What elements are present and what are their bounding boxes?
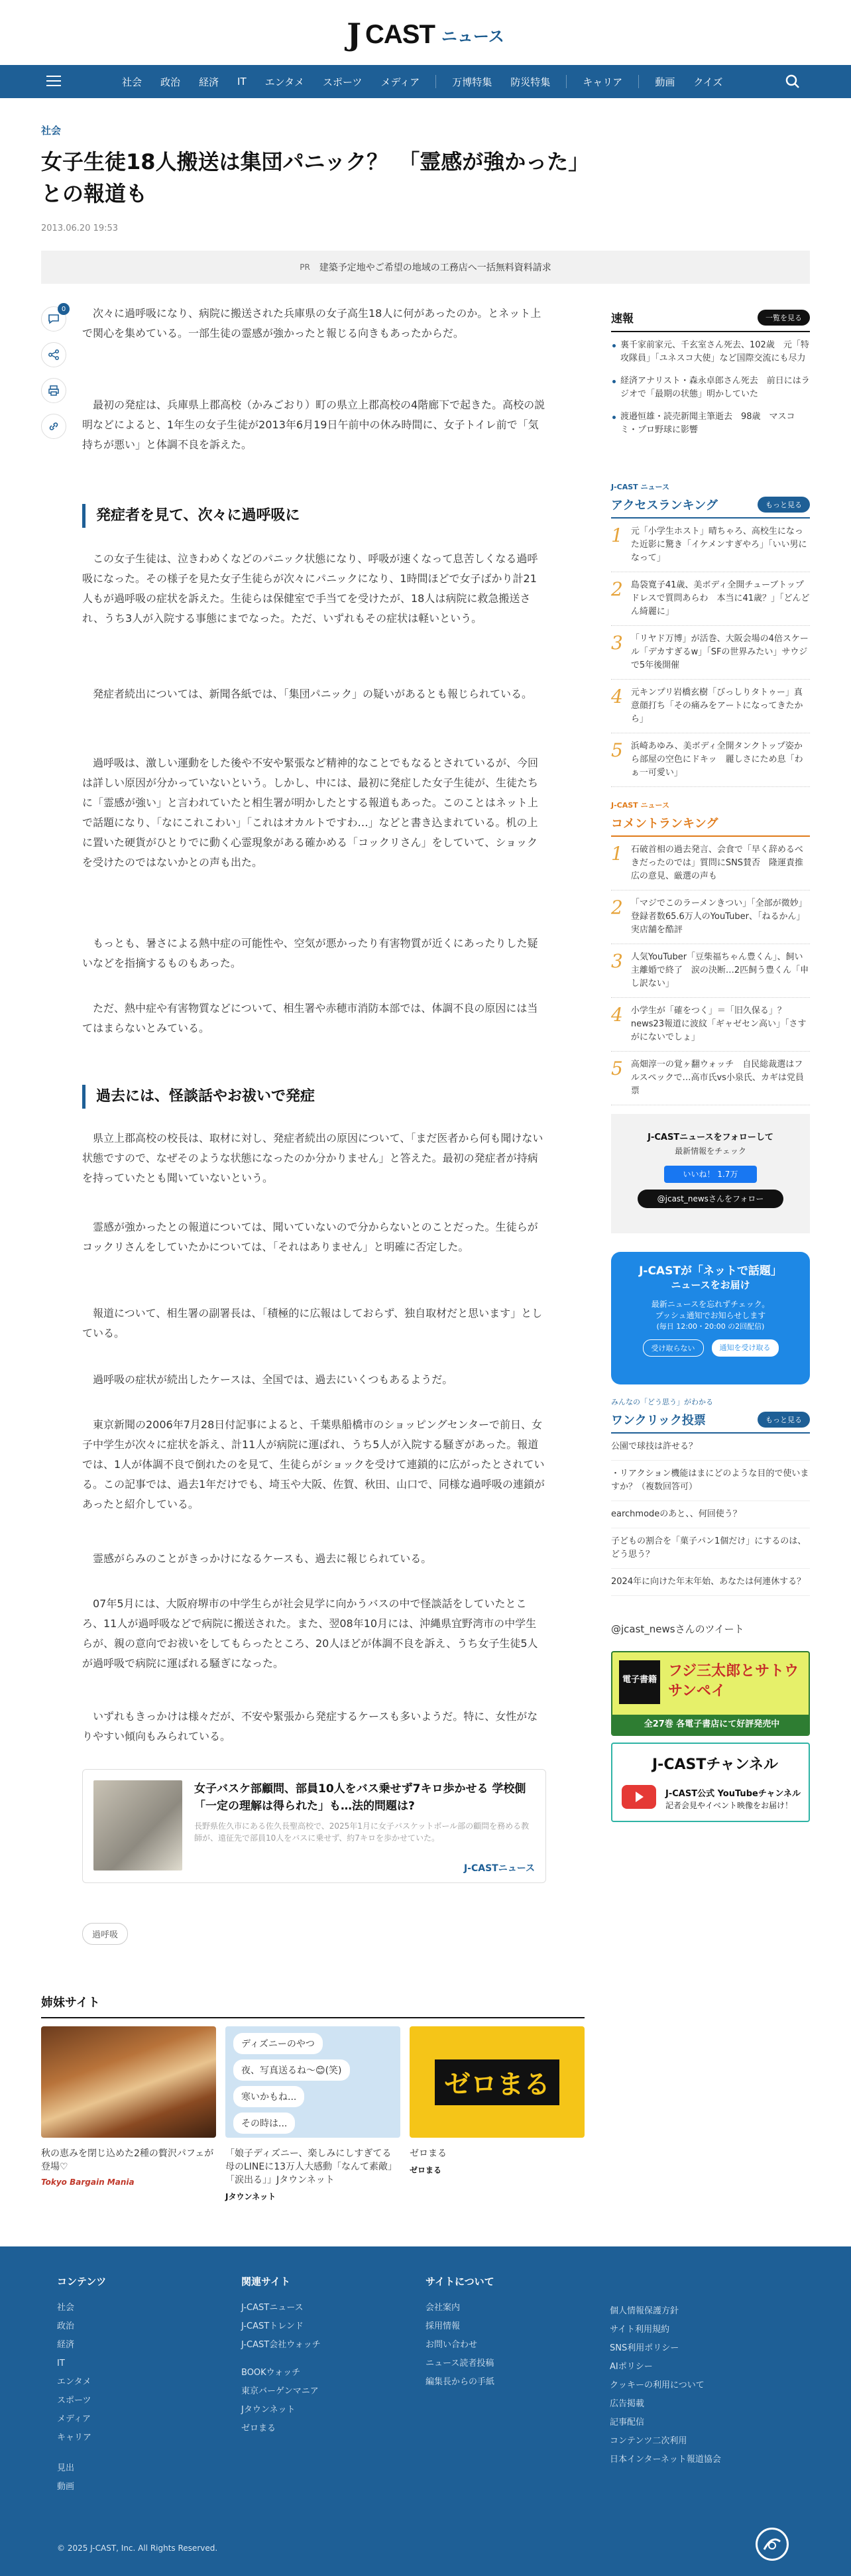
rank-number: 1 bbox=[611, 524, 623, 546]
ranking-item[interactable] bbox=[611, 944, 810, 998]
footer-link[interactable]: J-CASTトレンド bbox=[241, 2321, 304, 2331]
related-description: 長野県佐久市にある佐久長聖高校で、2025年1月に女子バスケットボール部の顧問を務める教師が、遠征先で部員10人をバスに乗せず、約7キロを歩かせていた。 bbox=[194, 1821, 530, 1843]
article-date: 2013.06.20 19:53 bbox=[41, 223, 119, 233]
rank-number: 2 bbox=[611, 578, 623, 600]
rank-number: 3 bbox=[611, 950, 623, 972]
press-association-logo-icon[interactable] bbox=[756, 2528, 789, 2561]
ranking-text: 小学生が「確をつく」＝「旧久保る」？ news23報道に波紋「ギャゼセン高い」「さすがにないでしょ」 bbox=[630, 1006, 807, 1042]
flash-item[interactable]: 裏千家前家元、千玄室さん死去、102歳 元「特攻隊員」「ユネスコ大使」など国際交流にも尽力 bbox=[611, 332, 810, 368]
article-category[interactable]: 社会 bbox=[41, 125, 62, 137]
footer-heading: コンテンツ bbox=[57, 2276, 107, 2288]
article-paragraph: 東京新聞の2006年7月28日付記事によると、千葉県船橋市のショッピングセンターで前日、女子中学生が次々に症状を訴え、計11人が病院に運ばれ、うち5人が入院する騒ぎがあった。報道では、1人が体調不良で倒れたのを見て、生徒らがショックを受けて連鎖的に広がったとされている。この記事では、過去1年だけでも、埼玉や大阪、佐賀、秋田、山口で、同様な過呼吸の連鎖があったと紹介している。 bbox=[82, 1418, 545, 1510]
nav-item[interactable]: メディア bbox=[380, 76, 420, 88]
comment-ranking bbox=[611, 800, 810, 1105]
ranking-brand: J-CAST ニュース bbox=[611, 483, 669, 491]
ranking-text: 人気YouTuber「豆柴福ちゃん豊くん」、飼い主離婚で終了 涙の決断…2匹飼う豊くん「申し訳ない」 bbox=[630, 952, 809, 989]
ranking-text: 元「小学生ホスト」晴ちゃろ、高校生になった近影に驚き「イケメンすぎやろ」「いい男になって」 bbox=[630, 526, 807, 563]
share-icon[interactable] bbox=[41, 342, 66, 367]
nav-item[interactable]: 動画 bbox=[655, 76, 675, 88]
footer-link[interactable]: 社会 bbox=[57, 2303, 75, 2313]
banner-title: フジ三太郎とサトウサンペイ bbox=[668, 1663, 799, 1699]
access-ranking bbox=[611, 481, 810, 787]
site-footer bbox=[0, 2246, 851, 2576]
sister-card[interactable] bbox=[41, 2026, 216, 2187]
ranking-text: 浜崎あゆみ、美ボディ全開タンクトップ姿から部屋の空色にドキッ 麗しさにため息「わぁ一可愛い」 bbox=[630, 741, 803, 778]
nav-item[interactable]: 万博特集 bbox=[452, 76, 492, 88]
article-paragraph: 県立上郡高校の校長は、取材に対し、発症者続出の原因について、「まだ医者から何も聞けない状態ですので、なぜそのような状態になったのか分かりません」と答えた。最初の発症者が持病を持っていたとも聞いていないという。 bbox=[82, 1132, 543, 1184]
sister-card[interactable] bbox=[410, 2026, 585, 2176]
rank-number: 3 bbox=[611, 632, 623, 654]
rank-number: 5 bbox=[611, 1058, 623, 1079]
sister-brand: Tokyo Bargain Mania bbox=[41, 2177, 135, 2187]
ranking-brand: J-CAST ニュース bbox=[611, 801, 669, 810]
nav-item[interactable]: 政治 bbox=[160, 76, 181, 88]
ranking-item[interactable] bbox=[611, 680, 810, 733]
sister-image bbox=[225, 2026, 400, 2138]
article-paragraph: 最初の発症は、兵庫県上郡高校（かみごおり）町の県立上郡高校の4階廊下で起きた。高校の説明などによると、1年生の女子生徒が2013年6月19日午前中の休み時間に、女子トイレ前で「気持ちが悪い」と体調不良を訴えた。 bbox=[82, 399, 545, 451]
rank-number: 4 bbox=[611, 1004, 623, 1026]
footer-link[interactable]: J-CAST会社ウォッチ bbox=[241, 2340, 321, 2350]
zeromaru-logo: ゼロまる bbox=[435, 2059, 559, 2105]
nav-item[interactable]: IT bbox=[237, 76, 247, 88]
app-desc-3: (毎日 12:00・20:00 の2回配信) bbox=[656, 1322, 765, 1331]
footer-link[interactable]: コンテンツ二次利用 bbox=[610, 2436, 687, 2446]
app-title-2: ニュースをお届け bbox=[671, 1279, 750, 1291]
footer-link[interactable]: 動画 bbox=[57, 2482, 75, 2492]
chat-bubble: ディズニーのやつ bbox=[233, 2033, 323, 2054]
sister-title: 秋の恵みを閉じ込めた2種の贅沢パフェが登場♡ bbox=[41, 2148, 214, 2172]
vote-item[interactable]: ・リアクション機能はまにどのような目的で使いますか？（複数回答可） bbox=[611, 1461, 810, 1501]
rank-number: 1 bbox=[611, 843, 623, 865]
vote-item[interactable]: earchmodeのあと、、何回使う？ bbox=[611, 1501, 810, 1528]
banner-subtitle: 全27巻 各電子書店にて好評発売中 bbox=[612, 1715, 810, 1735]
nav-item[interactable]: 防災特集 bbox=[510, 76, 551, 88]
rank-number: 2 bbox=[611, 896, 623, 918]
footer-link[interactable]: キャリア bbox=[57, 2433, 92, 2443]
chat-bubble: 夜、写真送るね〜😊(笑) bbox=[233, 2059, 350, 2081]
link-icon[interactable] bbox=[41, 414, 66, 439]
vote-item[interactable]: 子どもの割合を「菓子パン1個だけ」にするのは、どう思う？ bbox=[611, 1528, 810, 1569]
sister-title: 「娘子ディズニー、楽しみにしすぎてる母のLINEに13万人大感動「なんて素敵」「涙出る」」Jタウンネット bbox=[225, 2148, 398, 2185]
article-paragraph: 発症者続出については、新聞各紙では、「集団パニック」の疑いがあるとも報じられている。 bbox=[93, 688, 533, 700]
ranking-item[interactable] bbox=[611, 733, 810, 787]
footer-link[interactable]: 記事配信 bbox=[610, 2418, 645, 2427]
ranking-item[interactable] bbox=[611, 837, 810, 890]
access-more-button[interactable]: もっと見る bbox=[758, 497, 810, 513]
flash-item[interactable]: 渡邉恒雄・読売新聞主筆逝去 98歳 マスコミ・プロ野球に影響 bbox=[611, 404, 810, 440]
section-heading: 発症者を見て、次々に過呼吸に bbox=[82, 504, 546, 528]
banner-subtitle: J-CAST公式 YouTubeチャンネル bbox=[665, 1789, 801, 1799]
youtube-icon bbox=[622, 1785, 656, 1809]
app-title: J-CASTが「ネットで話題」 bbox=[639, 1264, 782, 1278]
ranking-text: 「リヤド万博」が活巻、大阪会場の4倍スケール「デカすぎるw」「SFの世界みたい」サウジで5年後開催 bbox=[630, 634, 809, 670]
section-heading: 過去には、怪談話やお祓いで発症 bbox=[82, 1085, 546, 1109]
nav-item[interactable]: 経済 bbox=[199, 76, 219, 88]
ranking-text: 石破首相の過去発言、会食で「早く辞めるべきだったのでは」質問にSNS賛否 隆運責推広の意見、厳選の声も bbox=[630, 845, 804, 881]
footer-link[interactable]: メディア bbox=[57, 2414, 91, 2424]
follow-text: J-CASTニュースをフォローして bbox=[648, 1133, 773, 1142]
footer-link[interactable]: J-CASTニュース bbox=[241, 2303, 304, 2313]
sister-brand: ゼロまる bbox=[410, 2166, 442, 2175]
related-brand: J-CASTニュース bbox=[463, 1863, 535, 1874]
article-paragraph: もっとも、暑さによる熱中症の可能性や、空気が悪かったり有害物質が近くにあったりした疑いなどを指摘するものもあった。 bbox=[82, 937, 538, 969]
facebook-like-button[interactable]: いいね！ 1.7万 bbox=[664, 1166, 757, 1183]
chat-bubble: 寒いかもね... bbox=[233, 2086, 304, 2107]
article-paragraph: 過呼吸の症状が続出したケースは、全国では、過去にいくつもあるようだ。 bbox=[93, 1373, 453, 1386]
related-article-card[interactable] bbox=[82, 1769, 546, 1883]
ranking-item[interactable] bbox=[611, 626, 810, 680]
ranking-text: 「マジでこのラーメンきつい」「全部が微妙」登録者数65.6万人のYouTuber、「ねるかん」実店舗を酷評 bbox=[630, 898, 807, 935]
app-desc: 最新ニュースを忘れずチェック。 bbox=[651, 1300, 770, 1309]
menu-icon[interactable] bbox=[46, 76, 61, 88]
article-paragraph: 過呼吸は、激しい運動をした後や不安や緊張など精神的なことでもなるとされているが、今回は詳しい原因が分かっていないという。しかし、中には、最初に発症した女子生徒が、生徒たちに「霊感が強い」と言われていたと相生署が明かしたとする報道もあった。このことはネット上で話題になり、「なにこれこわい」「これはオカルトですわ…」などと書き込まれている。机の上に置いた硬貨がひとりでに動く心霊現象がある確かめる「コックリさん」をしていて、ショックを受けたのではないかとの声も出た。 bbox=[82, 757, 539, 869]
sister-title: ゼロまる bbox=[410, 2148, 447, 2159]
nav-item[interactable]: スポーツ bbox=[323, 76, 363, 88]
article-paragraph: ただ、熱中症や有害物質などについて、相生署や赤穂市消防本部では、体調不良の原因には当てはまらないとみている。 bbox=[82, 1002, 538, 1034]
follow-box bbox=[611, 1114, 810, 1233]
vote-subtitle: みんなの「どう思う」がわかる bbox=[611, 1398, 713, 1406]
comment-icon[interactable] bbox=[41, 306, 66, 332]
x-follow-button[interactable]: @jcast_newsさんをフォロー bbox=[638, 1190, 783, 1208]
flash-title: 速報 bbox=[611, 312, 634, 326]
article-paragraph: 報道について、相生署の副署長は、「積極的に広報はしておらず、独自取材だと思います」としている。 bbox=[82, 1307, 543, 1339]
footer-link[interactable]: SNS利用ポリシー bbox=[610, 2343, 679, 2353]
push-notification-box bbox=[611, 1252, 810, 1384]
rank-number: 4 bbox=[611, 686, 623, 707]
rank-number: 5 bbox=[611, 739, 623, 761]
site-logo[interactable] bbox=[345, 16, 506, 53]
footer-link[interactable]: クッキーの利用について bbox=[610, 2380, 705, 2390]
nav-item[interactable]: キャリア bbox=[583, 76, 623, 88]
tag-pill[interactable]: 過呼吸 bbox=[82, 1923, 128, 1945]
footer-link[interactable]: 経済 bbox=[57, 2340, 75, 2350]
article-paragraph: いずれもきっかけは様々だが、不安や緊張から発症するケースも多いようだ。特に、女性がなりやすい傾向もみられている。 bbox=[82, 1710, 538, 1743]
related-thumbnail bbox=[93, 1780, 182, 1871]
article-paragraph: 07年5月には、大阪府堺市の中学生らが社会見学に向かうバスの中で怪談話をしていたところ、11人が過呼吸などで病院に搬送された。また、翌08年10月には、沖縄県宜野湾市の中学生らが、親の意向でお祓いをしてもらったところ、20人ほどが体調不良を訴え、うち女子生徒5人が過呼吸で病院に運ばれる騒ぎになった。 bbox=[82, 1597, 538, 1670]
logo-news: ニュース bbox=[441, 27, 504, 46]
footer-link[interactable]: スポーツ bbox=[57, 2396, 91, 2406]
ranking-text: 島袋寛子41歳、美ボディ全開チューブトップドレスで質問あらわ 本当に41歳？」「どんどん綺麗に」 bbox=[630, 580, 810, 617]
footer-link[interactable]: Jタウンネット bbox=[241, 2405, 296, 2415]
tweet-label: @jcast_newsさんのツイート bbox=[611, 1623, 744, 1635]
footer-link[interactable]: サイト利用規約 bbox=[610, 2325, 670, 2335]
sister-sites-heading: 姉妹サイト bbox=[41, 1993, 585, 2018]
ranking-item[interactable] bbox=[611, 519, 810, 572]
sister-image bbox=[410, 2026, 585, 2138]
nav-divider bbox=[566, 75, 567, 88]
nav-item[interactable]: エンタメ bbox=[264, 76, 305, 88]
ranking-item[interactable] bbox=[611, 1052, 810, 1105]
accept-notification-button[interactable]: 通知を受け取る bbox=[712, 1339, 779, 1357]
footer-link[interactable]: 会社案内 bbox=[426, 2303, 461, 2313]
flash-news bbox=[611, 309, 810, 440]
footer-about bbox=[426, 2274, 494, 2392]
footer-policies bbox=[610, 2302, 721, 2469]
article-paragraph: この女子生徒は、泣きわめくなどのパニック状態になり、呼吸が速くなって息苦しくなる過呼吸になった。その様子を見た女子生徒らが次々にパニックになり、1時間ほどで女子ばかり計21人もが過呼吸の症状を訴えた。生徒らは保健室で手当てを受けたが、18人は病院に救急搬送され、うち3人が入院する事態にまでなった。ただ、いずれもその症状は軽いという。 bbox=[82, 552, 538, 625]
flash-item[interactable]: 経済アナリスト・森永卓郎さん死去 前日にはラジオで「最期の状態」明かしていた bbox=[611, 368, 810, 404]
related-title: 女子バスケ部顧問、部員10人をバス乗せず7キロ歩かせる 学校側「一定の理解は得られた」も…法的問題は? bbox=[194, 1782, 526, 1813]
banner-title: J-CASTチャンネル bbox=[652, 1756, 779, 1773]
banner-subtitle-2: 記者会見やイベント映像をお届け！ bbox=[665, 1801, 793, 1810]
comment-ranking-title: コメントランキング bbox=[611, 817, 718, 831]
footer-link[interactable]: IT bbox=[57, 2359, 65, 2368]
sister-image bbox=[41, 2026, 216, 2138]
pr-banner[interactable] bbox=[41, 251, 810, 284]
ebook-tag: 電子書籍 bbox=[619, 1660, 660, 1704]
nav-item[interactable]: クイズ bbox=[693, 76, 723, 88]
logo-cast: CAST bbox=[365, 19, 435, 49]
nav-divider bbox=[638, 75, 639, 88]
vote-item[interactable]: 公園で球技は許せる？ bbox=[611, 1434, 810, 1461]
sister-card[interactable] bbox=[225, 2026, 400, 2202]
vote-item[interactable]: 2024年に向けた年末年始、あなたは何連休する？ bbox=[611, 1569, 810, 1596]
app-desc-2: プッシュ通知でお知らせします bbox=[655, 1311, 766, 1320]
manga-banner[interactable] bbox=[611, 1651, 810, 1736]
copyright: © 2025 J-CAST, Inc. All Rights Reserved. bbox=[57, 2544, 218, 2553]
ranking-item[interactable] bbox=[611, 572, 810, 626]
footer-link[interactable]: 政治 bbox=[57, 2321, 75, 2331]
share-icons bbox=[41, 306, 66, 450]
ranking-text: 高畑淳一の覚ヶ翻ウォッチ 自民総裁選はフルスペックで…高市氏vs小泉氏、カギは党員票 bbox=[630, 1060, 804, 1096]
main-nav bbox=[0, 65, 851, 98]
ranking-item[interactable] bbox=[611, 998, 810, 1052]
footer-contents bbox=[57, 2274, 106, 2496]
sister-brand: Jタウンネット bbox=[225, 2192, 276, 2201]
footer-link[interactable]: ゼロまる bbox=[241, 2423, 276, 2433]
footer-related bbox=[241, 2274, 321, 2438]
footer-link[interactable]: 個人情報保護方針 bbox=[610, 2306, 679, 2316]
footer-link[interactable]: 日本インターネット報道協会 bbox=[610, 2455, 721, 2465]
article-paragraph: 霊感がらみのことがきっかけになるケースも、過去に報じられている。 bbox=[93, 1552, 432, 1565]
pr-text: 建築予定地やご希望の地域の工務店へ一括無料資料請求 bbox=[319, 263, 551, 273]
access-ranking-title: アクセスランキング bbox=[611, 499, 718, 513]
nav-divider bbox=[435, 75, 436, 88]
vote-more-button[interactable]: もっと見る bbox=[758, 1412, 810, 1428]
footer-link[interactable]: ニュース読者投稿 bbox=[426, 2359, 494, 2368]
footer-link[interactable]: お問い合わせ bbox=[426, 2340, 478, 2350]
article-paragraph: 次々に過呼吸になり、病院に搬送された兵庫県の女子高生18人に何があったのか。とネット上で関心を集めている。一部生徒の霊感が強かったと報じる向きもあったからだ。 bbox=[82, 307, 541, 339]
flash-list-button[interactable]: 一覧を見る bbox=[758, 310, 810, 326]
decline-notification-button[interactable]: 受け取らない bbox=[643, 1339, 704, 1357]
print-icon[interactable] bbox=[41, 378, 66, 403]
pr-tag: PR bbox=[300, 263, 310, 272]
article-paragraph: 霊感が強かったとの報道については、聞いていないので分からないとのことだった。生徒らがコックリさんをしていたかについては、「それはありません」と明確に否定した。 bbox=[82, 1221, 538, 1253]
ranking-text: 元キンプリ岩橋玄樹「びっしりタトゥー」真意顔打ち「その痛みをアートになってきたから」 bbox=[630, 688, 803, 724]
footer-heading: サイトについて bbox=[426, 2276, 494, 2288]
footer-link[interactable]: エンタメ bbox=[57, 2377, 91, 2387]
search-icon[interactable] bbox=[785, 74, 801, 90]
ranking-item[interactable] bbox=[611, 890, 810, 944]
nav-item[interactable]: 社会 bbox=[122, 76, 142, 88]
footer-link[interactable]: 編集長からの手紙 bbox=[426, 2377, 495, 2387]
vote-title: ワンクリック投票 bbox=[611, 1414, 706, 1428]
logo-j: J bbox=[347, 17, 362, 52]
footer-link[interactable]: BOOKウォッチ bbox=[241, 2368, 301, 2378]
youtube-banner[interactable] bbox=[611, 1743, 810, 1822]
footer-link[interactable]: AIポリシー bbox=[610, 2362, 653, 2372]
comment-count: 0 bbox=[58, 303, 70, 315]
footer-link[interactable]: 採用情報 bbox=[426, 2321, 461, 2331]
chat-bubble: その時は... bbox=[233, 2113, 295, 2134]
article-title: 女子生徒18人搬送は集団パニック？ 「霊感が強かった」との報道も bbox=[41, 149, 590, 206]
footer-link[interactable]: 見出 bbox=[57, 2463, 75, 2473]
nav-items bbox=[113, 65, 732, 98]
footer-heading: 関連サイト bbox=[241, 2276, 290, 2288]
follow-subtext: 最新情報をチェック bbox=[675, 1146, 746, 1156]
footer-link[interactable]: 東京バーゲンマニア bbox=[241, 2386, 319, 2396]
footer-link[interactable]: 広告掲載 bbox=[610, 2399, 645, 2409]
one-click-vote bbox=[611, 1396, 810, 1596]
